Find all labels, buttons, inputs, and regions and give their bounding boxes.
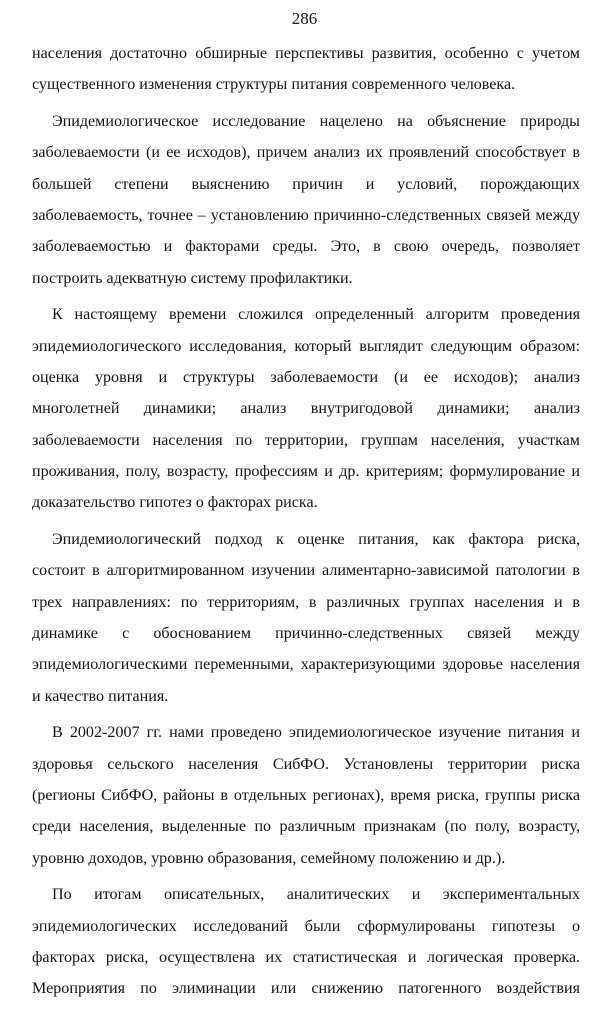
text-line: Эпидемиологический подход к оценке питания, как фактора риска, xyxy=(52,530,580,548)
text-line: К настоящему времени сложился определенный алгоритм проведения xyxy=(52,306,580,324)
paragraph xyxy=(32,717,580,874)
text-line: уровню доходов, уровню образования, семейному положению и др.). xyxy=(32,849,506,867)
text-line: населения достаточно обширные перспективы развития, особенно с учетом xyxy=(32,45,580,62)
text-line: эпидемиологических исследований были сформулированы гипотезы о xyxy=(32,917,580,935)
text-line: доказательство гипотез о факторах риска. xyxy=(32,494,318,512)
text-line: многолетней динамики; анализ внутригодовой динамики; анализ xyxy=(32,400,580,418)
text-line: построить адекватную систему профилактики. xyxy=(32,269,353,287)
text-line: факторах риска, осуществлена их статистическая и логическая проверка. xyxy=(32,948,580,966)
text-line: В 2002-2007 гг. нами проведено эпидемиологическое изучение питания и xyxy=(52,724,580,742)
body-text xyxy=(32,38,580,1010)
paragraph xyxy=(32,299,580,519)
text-line: динамике с обоснованием причинно-следственных связей между xyxy=(32,625,580,643)
text-line: проживания, полу, возрасту, профессиям и др. критериям; формулирование и xyxy=(32,463,580,481)
text-line: заболеваемости (и ее исходов), причем анализ их проявлений способствует в xyxy=(32,144,580,162)
paragraph xyxy=(32,524,580,712)
text-line: заболеваемостью и факторами среды. Это, в свою очередь, позволяет xyxy=(32,238,580,256)
text-line: среди населения, выделенные по различным признакам (по полу, возрасту, xyxy=(32,818,580,836)
text-line: Мероприятия по элиминации или снижению патогенного воздействия xyxy=(32,980,580,998)
text-line: эпидемиологического исследования, который выглядит следующим образом: xyxy=(32,337,580,355)
text-line: По итогам описательных, аналитических и экспериментальных xyxy=(52,886,580,904)
text-line: и качество питания. xyxy=(32,687,169,705)
text-line: трех направлениях: по территориям, в различных группах населения и в xyxy=(32,593,580,611)
text-line: эпидемиологическими переменными, характеризующими здоровье населения xyxy=(32,656,580,674)
text-line: большей степени выяснению причин и условий, порождающих xyxy=(32,175,580,193)
page-number: 286 xyxy=(291,9,318,28)
text-line: Эпидемиологическое исследование нацелено на объяснение природы xyxy=(52,112,580,130)
text-line: заболеваемость, точнее – установлению причинно-следственных связей между xyxy=(32,206,580,224)
text-line: здоровья сельского населения СибФО. Установлены территории риска xyxy=(32,755,580,773)
text-line: заболеваемости населения по территории, группам населения, участкам xyxy=(32,431,580,449)
paragraph xyxy=(32,879,580,1005)
paragraph xyxy=(32,38,580,101)
paragraph xyxy=(32,106,580,294)
text-line: существенного изменения структуры питания современного человека. xyxy=(32,76,516,94)
text-line: (регионы СибФО, районы в отдельных регионах), время риска, группы риска xyxy=(32,786,580,804)
text-line: оценка уровня и структуры заболеваемости (и ее исходов); анализ xyxy=(32,368,580,386)
text-line: состоит в алгоритмированном изучении алиментарно-зависимой патологии в xyxy=(32,562,580,580)
